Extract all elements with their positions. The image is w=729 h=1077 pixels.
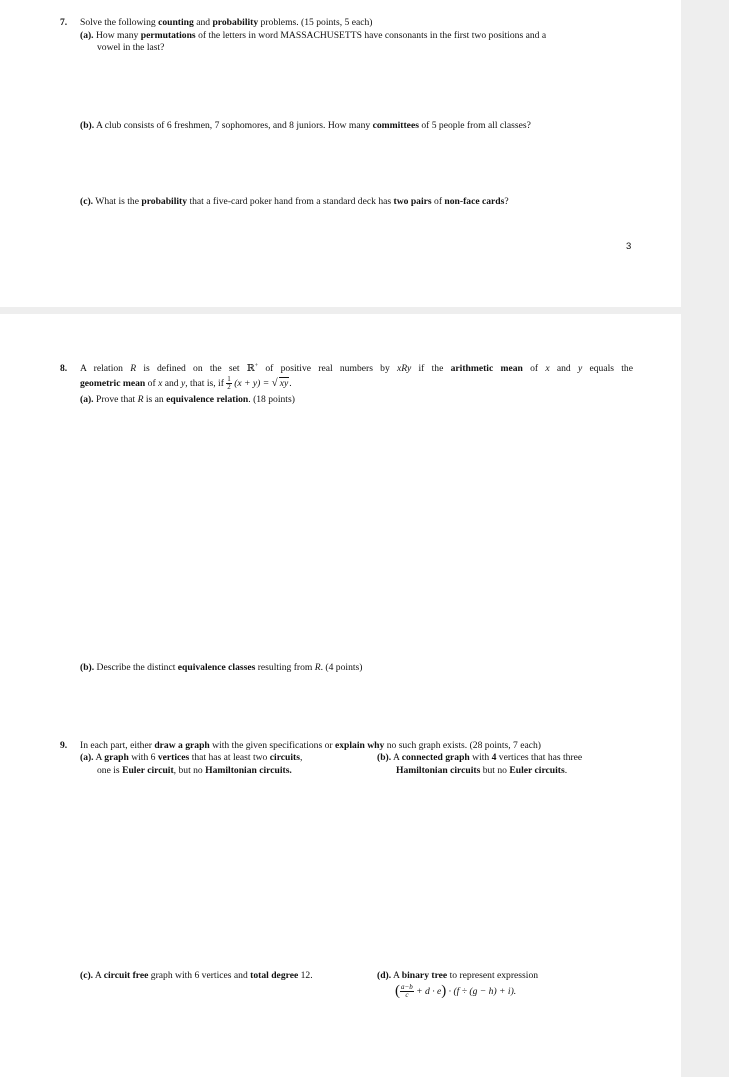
- question-7b: (b). A club consists of 6 freshmen, 7 sophomores, and 8 juniors. How many committees of 5 people from all classes?: [80, 120, 531, 131]
- question-7a: (a). How many permutations of the letters in word MASSACHUSETTS have consonants in the first two positions and a: [80, 30, 547, 41]
- question-8a: (a). Prove that R is an equivalence relation. (18 points): [80, 394, 295, 405]
- question-9b: (b). A connected graph with 4 vertices that has three: [377, 752, 583, 763]
- question-9-intro: In each part, either draw a graph with the given specifications or explain why no such graph exists. (28 points, 7 each): [80, 740, 541, 751]
- page-number: 3: [626, 241, 632, 252]
- exam-page-3: [0, 0, 681, 307]
- question-7c: (c). What is the probability that a five-card poker hand from a standard deck has two pairs of non-face cards?: [80, 196, 509, 207]
- question-7-intro: Solve the following counting and probability problems. (15 points, 5 each): [80, 17, 373, 28]
- question-9c: (c). A circuit free graph with 6 vertices and total degree 12.: [80, 970, 313, 981]
- question-9d-expression: ( $\frac{a-b}{c}$ + d · e) · (f ÷ (g − h) + i).: [395, 983, 517, 1000]
- question-8-line-1: A relation R is defined on the set ℝ+ of positive real numbers by xRy if the arithmetic mean of x and y equals the: [80, 363, 633, 375]
- fraction-one-half: $\frac{1}{2}$: [227, 375, 231, 392]
- question-9a: (a). A graph with 6 vertices that has at least two circuits,: [80, 752, 303, 763]
- question-9d: (d). A binary tree to represent expression: [377, 970, 539, 981]
- question-7-number: 7.: [60, 17, 68, 28]
- question-8b: (b). Describe the distinct equivalence classes resulting from R. (4 points): [80, 662, 363, 673]
- exam-page-4: [0, 314, 681, 1077]
- question-9-number: 9.: [60, 740, 68, 751]
- question-8-line-2: geometric mean of x and y, that is, if $\frac{1}{2}$ (x + y) = √ xy.: [80, 375, 292, 392]
- question-9a-cont: one is Euler circuit, but no Hamiltonian circuits.: [97, 765, 292, 776]
- fraction-a-minus-b-over-c: $\frac{a-b}{c}$: [401, 983, 413, 1000]
- question-8-number: 8.: [60, 363, 68, 374]
- question-7a-cont: vowel in the last?: [97, 42, 165, 53]
- question-9b-cont: Hamiltonian circuits but no Euler circuits.: [396, 765, 568, 776]
- square-root: xy: [279, 378, 289, 389]
